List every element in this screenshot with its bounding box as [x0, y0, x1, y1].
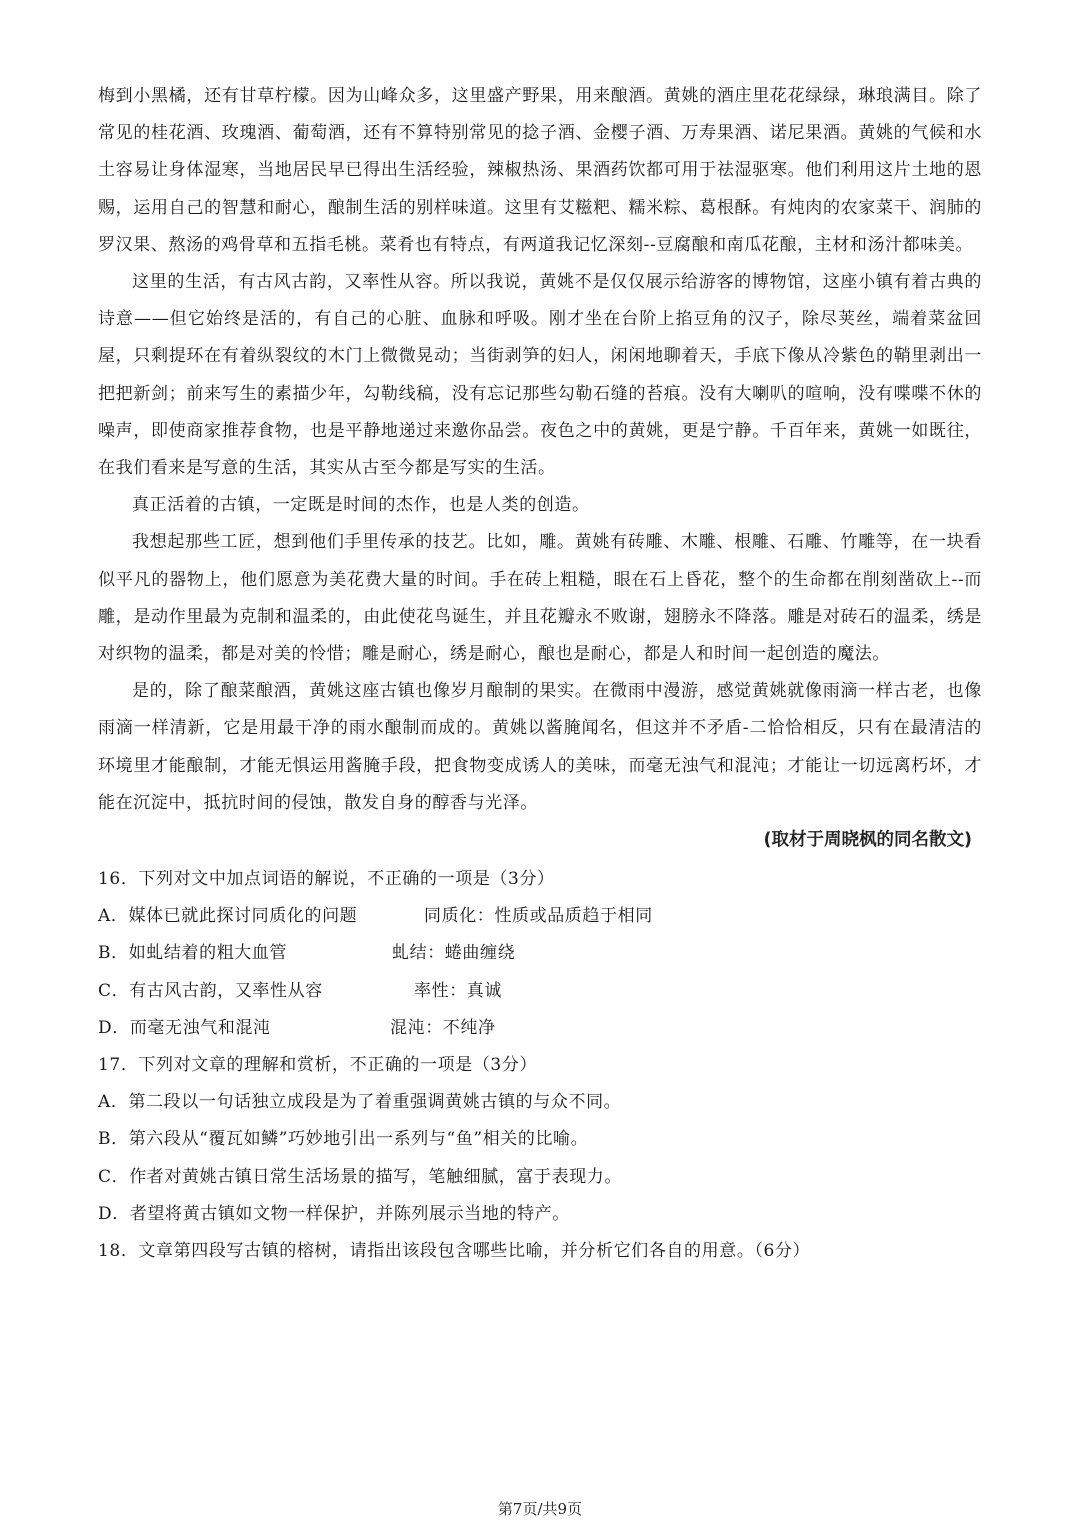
question-16-option — [98, 898, 982, 935]
question-16-option — [98, 935, 982, 972]
option-text: C．有古风古韵，又率性从容 — [98, 980, 323, 1001]
essay-source: (取材于周晓枫的同名散文) — [763, 830, 972, 851]
question-16-stem: 16．下列对文中加点词语的解说，不正确的一项是（3分） — [98, 869, 555, 890]
page-number: 第7页/共9页 — [497, 1500, 583, 1518]
question-list — [98, 861, 982, 1270]
question-18-stem: 18．文章第四段写古镇的榕树，请指出该段包含哪些比喻，并分析它们各自的用意。（6分） — [98, 1241, 811, 1262]
option-text: A．媒体已就此探讨同质化的问题 — [98, 906, 358, 927]
essay-paragraph: 这里的生活，有古风古韵，又率性从容。所以我说，黄姚不是仅仅展示给游客的博物馆，这座小镇有着古典的诗意——但它始终是活的，有自己的心脏、血脉和呼吸。刚才坐在台阶上掐豆角的汉子，除尽荚丝，端着菜盆回屋，只剩提环在有着纵裂纹的木门上微微晃动；当街剥笋的妇人，闲闲地聊着天，手底下像从冷紫色的鞘里剥出一把把新剑；前来写生的素描少年，勾勒线稿，没有忘记那些勾勒石缝的苔痕。没有大喇叭的喧响，没有喋喋不休的噪声，即使商家推荐食物，也是平静地递过来邀你品尝。夜色之中的黄姚，更是宁静。千百年来，黄姚一如既往，在我们看来是写意的生活，其实从古至今都是写实的生活。 — [98, 272, 982, 479]
option-note: 率性：真诚 — [414, 980, 502, 1001]
question-17-option: D．者望将黄古镇如文物一样保护，并陈列展示当地的特产。 — [98, 1203, 570, 1224]
question-17-option: B．第六段从“覆瓦如鳞”巧妙地引出一系列与“鱼”相关的比喻。 — [98, 1129, 589, 1150]
essay-paragraph: 是的，除了酿菜酿酒，黄姚这座古镇也像岁月酿制的果实。在微雨中漫游，感觉黄姚就像雨滴一样古老，也像雨滴一样清新，它是用最干净的雨水酿制而成的。黄姚以酱腌闻名，但这并不矛盾-二恰恰相反，只有在最清洁的环境里才能酿制，才能无惧运用酱腌手段，把食物变成诱人的美味，而毫无浊气和混沌；才能让一切远离朽坏，才能在沉淀中，抵抗时间的侵蚀，散发自身的醇香与光泽。 — [98, 681, 982, 813]
option-note: 虬结：蜷曲缠绕 — [392, 943, 516, 964]
question-16-option — [98, 1010, 982, 1047]
question-16-option — [98, 973, 982, 1010]
essay-paragraph: 我想起那些工匠，想到他们手里传承的技艺。比如，雕。黄姚有砖雕、木雕、根雕、石雕、竹雕等，在一块看似平凡的器物上，他们愿意为美花费大量的时间。手在砖上粗糙，眼在石上昏花，整个的生命都在削刻凿砍上--而雕，是动作里最为克制和温柔的，由此使花鸟诞生，并且花瓣永不败谢，翅膀永不降落。雕是对砖石的温柔，绣是对织物的温柔，都是对美的怜惜；雕是耐心，绣是耐心，酿也是耐心，都是人和时间一起创造的魔法。 — [98, 532, 982, 665]
exam-page — [98, 78, 982, 1270]
essay-paragraph: 梅到小黑橘，还有甘草柠檬。因为山峰众多，这里盛产野果，用来酿酒。黄姚的酒庄里花花绿绿，琳琅满目。除了常见的桂花酒、玫瑰酒、葡萄酒，还有不算特别常见的捻子酒、金樱子酒、万寿果酒、诺尼果酒。黄姚的气候和水土容易让身体湿寒，当地居民早已得出生活经验，辣椒热汤、果酒药饮都可用于祛湿驱寒。他们利用这片土地的恩赐，运用自己的智慧和耐心，酿制生活的别样味道。这里有艾糍粑、糯米粽、葛根酥。有炖肉的农家菜干、润肺的罗汉果、熬汤的鸡骨草和五指毛桃。菜肴也有特点，有两道我记忆深刻--豆腐酿和南瓜花酿，主材和汤汁都味美。 — [98, 86, 982, 255]
option-text: D．而毫无浊气和混沌 — [98, 1017, 271, 1038]
option-text: B．如虬结着的粗大血管 — [98, 943, 288, 964]
question-17-stem: 17．下列对文章的理解和赏析，不正确的一项是（3分） — [98, 1055, 538, 1076]
option-note: 同质化：性质或品质趋于相同 — [424, 906, 653, 927]
question-17-option: A．第二段以一句话独立成段是为了着重强调黄姚古镇的与众不同。 — [98, 1092, 622, 1113]
essay-paragraph: 真正活着的古镇，一定既是时间的杰作，也是人类的创造。 — [132, 495, 590, 516]
question-17-option: C．作者对黄姚古镇日常生活场景的描写，笔触细腻，富于表现力。 — [98, 1166, 623, 1187]
option-note: 混沌：不纯净 — [390, 1017, 496, 1038]
essay-text — [98, 78, 982, 822]
